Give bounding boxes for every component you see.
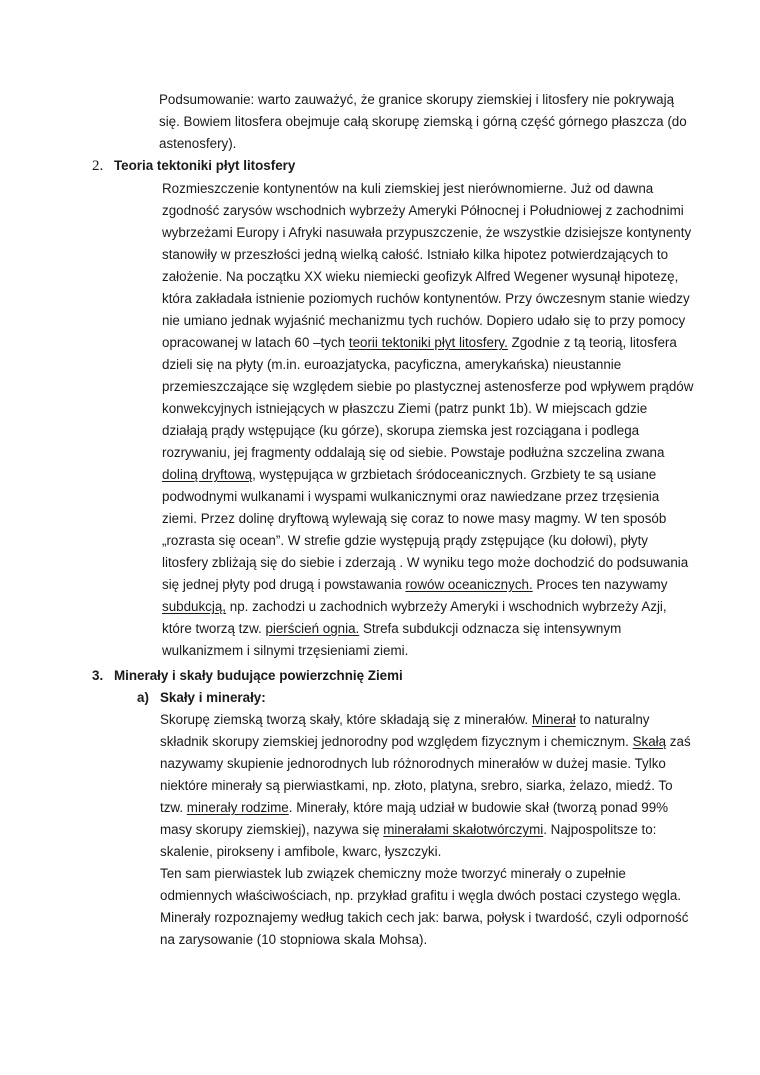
text-line [160, 929, 427, 951]
text-line [160, 709, 649, 731]
text-segment: nie umiano jednak wyjaśnić mechanizmu tych ruchów. Dopiero udało się to przy pomocy [162, 313, 686, 328]
text-segment: skalenie, pirokseny i amfibole, kwarc, łyszczyki. [160, 844, 442, 859]
underlined-term: doliną dryftową [162, 467, 253, 482]
text-segment: astenosfery). [159, 136, 237, 151]
text-segment: się. Bowiem litosfera obejmuje całą skorupę ziemską i górną część górnego płaszcza (do [159, 114, 687, 129]
text-line [162, 222, 691, 244]
text-segment: składnik skorupy ziemskiej jednorodny pod względem fizycznym i chemicznym. [160, 734, 633, 749]
text-segment: wulkanizmem i silnymi trzęsieniami ziemi. [162, 643, 409, 658]
underlined-term: minerały rodzime [186, 800, 289, 815]
text-line [162, 266, 678, 288]
underlined-term: Skałą [632, 734, 667, 749]
text-line [162, 596, 667, 618]
text-line [162, 354, 621, 376]
text-line [160, 863, 626, 885]
text-segment: Ten sam pierwiastek lub związek chemiczny może tworzyć minerały o zupełnie [160, 866, 626, 881]
text-segment: . Najpospolitsze to: [543, 822, 657, 837]
text-segment: wybrzeżami Europy i Afryki nasuwała przypuszczenie, że wszystkie dzisiejsze kontynenty [162, 225, 692, 240]
text-line [162, 574, 667, 596]
text-line [162, 442, 664, 464]
text-segment: działają prądy wstępujące (ku górze), skorupa ziemska jest rozciągana i podlega [162, 423, 640, 438]
text-line [160, 731, 691, 753]
text-segment: Strefa subdukcji odznacza się intensywnym [359, 621, 622, 636]
text-segment: masy skorupy ziemskiej), nazywa się [160, 822, 384, 837]
text-segment: założenie. Na początku XX wieku niemiecki geofizyk Alfred Wegener wysunął hipotezę, [162, 269, 679, 284]
text-segment: zaś [666, 734, 691, 749]
text-line [162, 200, 684, 222]
text-line [162, 178, 653, 200]
section-2-heading: Teoria tektoniki płyt litosfery [114, 158, 296, 173]
text-line [162, 530, 648, 552]
text-segment: niektóre minerały są pierwiastkami, np. złoto, platyna, srebro, siarka, żelazo, miedź. To [160, 778, 673, 793]
text-segment: , występująca w grzbietach śródoceanicznych. Grzbiety te są usiane [252, 467, 657, 482]
text-line [159, 89, 674, 111]
underlined-term: minerałami skałotwórczymi [383, 822, 544, 837]
text-line [160, 797, 668, 819]
text-segment: to naturalny [575, 712, 650, 727]
text-segment: Zgodnie z tą teorią, litosfera [507, 335, 677, 350]
text-segment: Minerały rozpoznajemy według takich cech jak: barwa, połysk i twardość, czyli odporność [160, 910, 689, 925]
text-line [160, 819, 656, 841]
text-segment: Skorupę ziemską tworzą skały, które składają się z minerałów. [160, 712, 532, 727]
section-2-number: 2. [92, 158, 104, 174]
underlined-term: teorii tektoniki płyt litosfery. [348, 335, 508, 350]
text-segment: stanowiły w przeszłości jedną wielką całość. Istniało kilka hipotez potwierdzających to [162, 247, 669, 262]
text-line [162, 420, 639, 442]
text-segment: zgodność zarysów wschodnich wybrzeży Ameryki Północnej i Południowej z zachodnimi [162, 203, 684, 218]
text-segment: na zarysowanie (10 stopniowa skala Mohsa). [160, 932, 428, 947]
text-segment: ziemi. Przez dolinę dryftową wylewają się coraz to nowe masy magmy. W ten sposób [162, 511, 667, 526]
text-segment: dzieli się na płyty (m.in. euroazjatycka, pacyficzna, amerykańska) nieustannie [162, 357, 622, 372]
underlined-term: pierścień ognia. [265, 621, 360, 636]
text-segment: podwodnymi wulkanami i wyspami wulkanicznymi oraz nawiedzane przez trzęsienia [162, 489, 660, 504]
text-segment: która zakładała istnienie poziomych ruchów kontynentów. Przy ówczesnym stanie wiedzy [162, 291, 690, 306]
text-line [162, 332, 677, 354]
section-3-number: 3. [92, 668, 104, 683]
text-line [162, 640, 408, 662]
text-segment: „rozrasta się ocean”. W strefie gdzie występują prądy zstępujące (ku dołowi), płyty [162, 533, 648, 548]
text-line [160, 885, 681, 907]
text-line [160, 907, 688, 929]
text-line [159, 133, 236, 155]
text-segment: konwekcyjnych istniejących w płaszczu Ziemi (patrz punkt 1b). W miejscach gdzie [162, 401, 648, 416]
text-segment: opracowanej w latach 60 –tych [162, 335, 349, 350]
subsection-a-heading: Skały i minerały: [160, 690, 266, 705]
text-segment: odmiennych właściwościach, np. przykład grafitu i węgla dwóch postaci czystego węgla. [160, 888, 681, 903]
text-segment: przemieszczające się względem siebie po plastycznej astenosferze pod wpływem prądów [162, 379, 694, 394]
underlined-term: Minerał [531, 712, 576, 727]
text-segment: . Minerały, które mają udział w budowie skał (tworzą ponad 99% [288, 800, 669, 815]
text-segment: litosfery zbliżają się do siebie i zderzają . W wyniku tego może dochodzić do podsuwania [162, 555, 689, 570]
text-segment: nazywamy skupienie jednorodnych lub różnorodnych minerałów w dużej masie. Tylko [160, 756, 666, 771]
subsection-a-number: a) [137, 690, 149, 705]
text-line [162, 288, 690, 310]
text-line [162, 376, 693, 398]
section-3-heading: Minerały i skały budujące powierzchnię Ziemi [114, 668, 403, 683]
text-line [162, 508, 666, 530]
text-line [162, 244, 668, 266]
text-segment: Rozmieszczenie kontynentów na kuli ziemskiej jest nierównomierne. Już od dawna [162, 181, 654, 196]
text-line [160, 775, 673, 797]
text-line [162, 464, 656, 486]
text-line [162, 486, 659, 508]
text-segment: np. zachodzi u zachodnich wybrzeży Ameryki i wschodnich wybrzeży Azji, [226, 599, 667, 614]
text-line [162, 398, 647, 420]
text-line [162, 552, 688, 574]
text-line [159, 111, 687, 133]
text-segment: Proces ten nazywamy [532, 577, 668, 592]
text-line [160, 841, 441, 863]
text-line [162, 618, 621, 640]
text-segment: tzw. [160, 800, 187, 815]
text-segment: które tworzą tzw. [162, 621, 266, 636]
text-line [162, 310, 685, 332]
text-segment: Podsumowanie: warto zauważyć, że granice skorupy ziemskiej i litosfery nie pokrywają [159, 92, 675, 107]
text-segment: rozrywaniu, jej fragmenty oddalają się od siebie. Powstaje podłużna szczelina zwana [162, 445, 665, 460]
text-segment: się jednej płyty pod drugą i powstawania [162, 577, 406, 592]
underlined-term: subdukcją, [162, 599, 227, 614]
underlined-term: rowów oceanicznych. [405, 577, 533, 592]
text-line [160, 753, 666, 775]
